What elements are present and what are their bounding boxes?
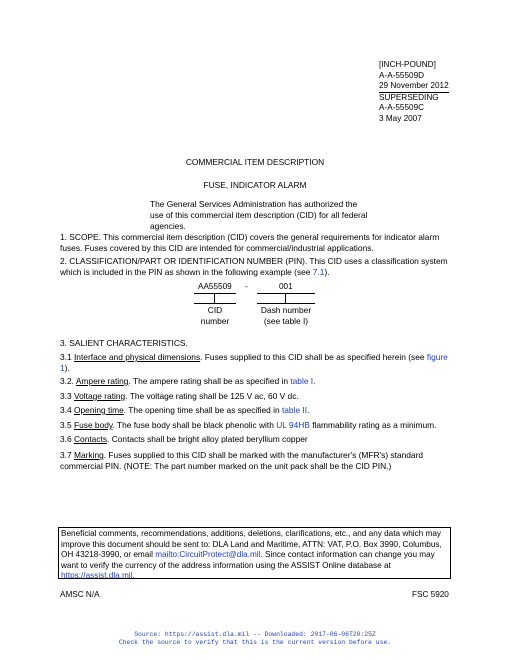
pin-dash-label-1: Dash number <box>260 305 312 315</box>
comments-box <box>58 527 451 579</box>
section-3-2-end: . <box>313 376 316 386</box>
section-3-1 <box>60 352 455 374</box>
link-table-2[interactable]: table II <box>281 405 308 415</box>
section-3-4-end: . <box>307 405 310 415</box>
document-date: 29 November 2012 <box>379 81 449 93</box>
section-3-4 <box>60 405 455 416</box>
section-3-7-text: . Fuses supplied to this CID shall be marked with the manufacturer's (MFR's) standard commercial PIN. (NOTE: The part number marked on the unit pack shall be the CID PIN.) <box>60 450 424 471</box>
inch-pound-label: [INCH-POUND] <box>379 60 436 69</box>
email-link[interactable]: mailto:CircuitProtect@dla.mil <box>155 550 261 560</box>
pin-dash: - <box>245 282 248 291</box>
pin-cid-label <box>190 305 240 326</box>
pin-base-dash <box>257 303 315 304</box>
section-3-2-text: . The ampere rating shall be as specified in <box>128 376 291 386</box>
source-line-1: Source: https://assist.dla.mil -- Downloaded: 2017-06-06T20:25Z <box>134 631 376 638</box>
section-2-text: 2. CLASSIFICATION/PART OR IDENTIFICATION NUMBER (PIN). This CID uses a classification system which is included in the PIN as shown in the following example (see <box>60 256 448 277</box>
section-3-5-number: 3.5 <box>60 420 74 430</box>
section-3-6-number: 3.6 <box>60 434 74 444</box>
superseded-number: A-A-55509C <box>379 103 425 112</box>
link-ul-94hb[interactable]: UL 94HB <box>276 420 310 430</box>
source-line-2: Check the source to verify that this is the current version before use. <box>118 639 392 646</box>
pin-underline-cid <box>194 293 236 294</box>
comments-text-2: . Since contact information can change you may want to verify the currency of the address information using the ASSIST Online database at <box>61 550 435 570</box>
section-3-6 <box>60 434 455 445</box>
section-3-1-heading: Interface and physical dimensions <box>73 352 201 362</box>
section-3-1-number: 3.1 <box>60 352 74 362</box>
pin-base-cid <box>194 303 236 304</box>
section-3-6-heading: Contacts <box>73 434 108 444</box>
section-3-4-text: . The opening time shall be as specified in <box>123 405 282 415</box>
document-title: COMMERCIAL ITEM DESCRIPTION <box>185 157 325 167</box>
section-3-4-heading: Opening time <box>73 405 124 415</box>
pin-dash-number: 001 <box>279 282 293 291</box>
intro-paragraph: The General Services Administration has authorized the use of this commercial item description (CID) for all federal agencies. <box>150 199 368 231</box>
superseded-date: 3 May 2007 <box>379 113 422 123</box>
amsc-label: AMSC N/A <box>60 590 100 599</box>
assist-link[interactable]: https://assist.dla.mil <box>61 571 133 581</box>
section-2-classification <box>60 256 455 278</box>
section-3-3-number: 3.3 <box>60 391 74 401</box>
section-3-2-number: 3.2. <box>60 376 76 386</box>
document-header <box>379 60 449 124</box>
section-3-1-text: . Fuses supplied to this CID shall be as specified herein (see <box>200 352 427 362</box>
section-3-3-heading: Voltage rating <box>73 391 126 401</box>
section-1-scope: 1. SCOPE. This commercial item description (CID) covers the general requirements for indicator alarm fuses. Fuses covered by this CID are intended for commercial/industrial applications. <box>60 232 440 253</box>
document-subtitle: FUSE, INDICATOR ALARM <box>203 180 307 190</box>
section-2-end: ). <box>324 266 330 277</box>
comments-text-1: Beneficial comments, recommendations, additions, deletions, clarifications, etc., and any data which may improve this document should be sent to: DLA Land and Maritime, ATTN: VAT, P.O. Box 3990, Columbus, OH 43218-3990, or email <box>61 529 442 560</box>
section-3-2 <box>60 376 455 387</box>
pin-dash-label-2: (see table I) <box>263 315 309 326</box>
section-3-5 <box>60 420 455 431</box>
section-3-2-heading: Ampere rating <box>75 376 129 386</box>
section-3-7 <box>60 450 455 472</box>
pin-cid-code: AA55509 <box>198 282 232 291</box>
section-3-5-heading: Fuse body <box>73 420 113 430</box>
comments-end: . <box>132 571 135 581</box>
section-3-7-number: 3.7 <box>60 450 74 460</box>
link-figure-1[interactable]: figure 1 <box>60 352 448 373</box>
section-3-6-text: . Contacts shall be bright alloy plated beryllium copper <box>107 434 308 444</box>
section-3-3 <box>60 391 455 402</box>
section-3-heading: 3. SALIENT CHARACTERISTICS. <box>60 338 188 348</box>
document-number: A-A-55509D <box>379 70 425 80</box>
section-3-3-text: . The voltage rating shall be 125 V ac, 60 V dc. <box>125 391 299 401</box>
link-7-1[interactable]: 7.1 <box>312 266 325 277</box>
superseding-label: SUPERSEDING <box>379 92 439 102</box>
pin-dash-label <box>255 305 317 326</box>
section-3-5-end: flammability rating as a minimum. <box>309 420 437 430</box>
pin-cid-label-1: CID <box>207 305 223 315</box>
fsc-label: FSC 5920 <box>412 590 449 599</box>
section-3-1-end: ). <box>64 362 70 373</box>
pin-underline-dash <box>257 293 315 294</box>
link-table-1[interactable]: table I <box>290 376 314 386</box>
section-3-4-number: 3.4 <box>60 405 74 415</box>
section-3-7-heading: Marking <box>73 450 104 460</box>
section-3-5-text: . The fuse body shall be black phenolic with <box>112 420 277 430</box>
pin-cid-label-2: number <box>200 315 230 326</box>
